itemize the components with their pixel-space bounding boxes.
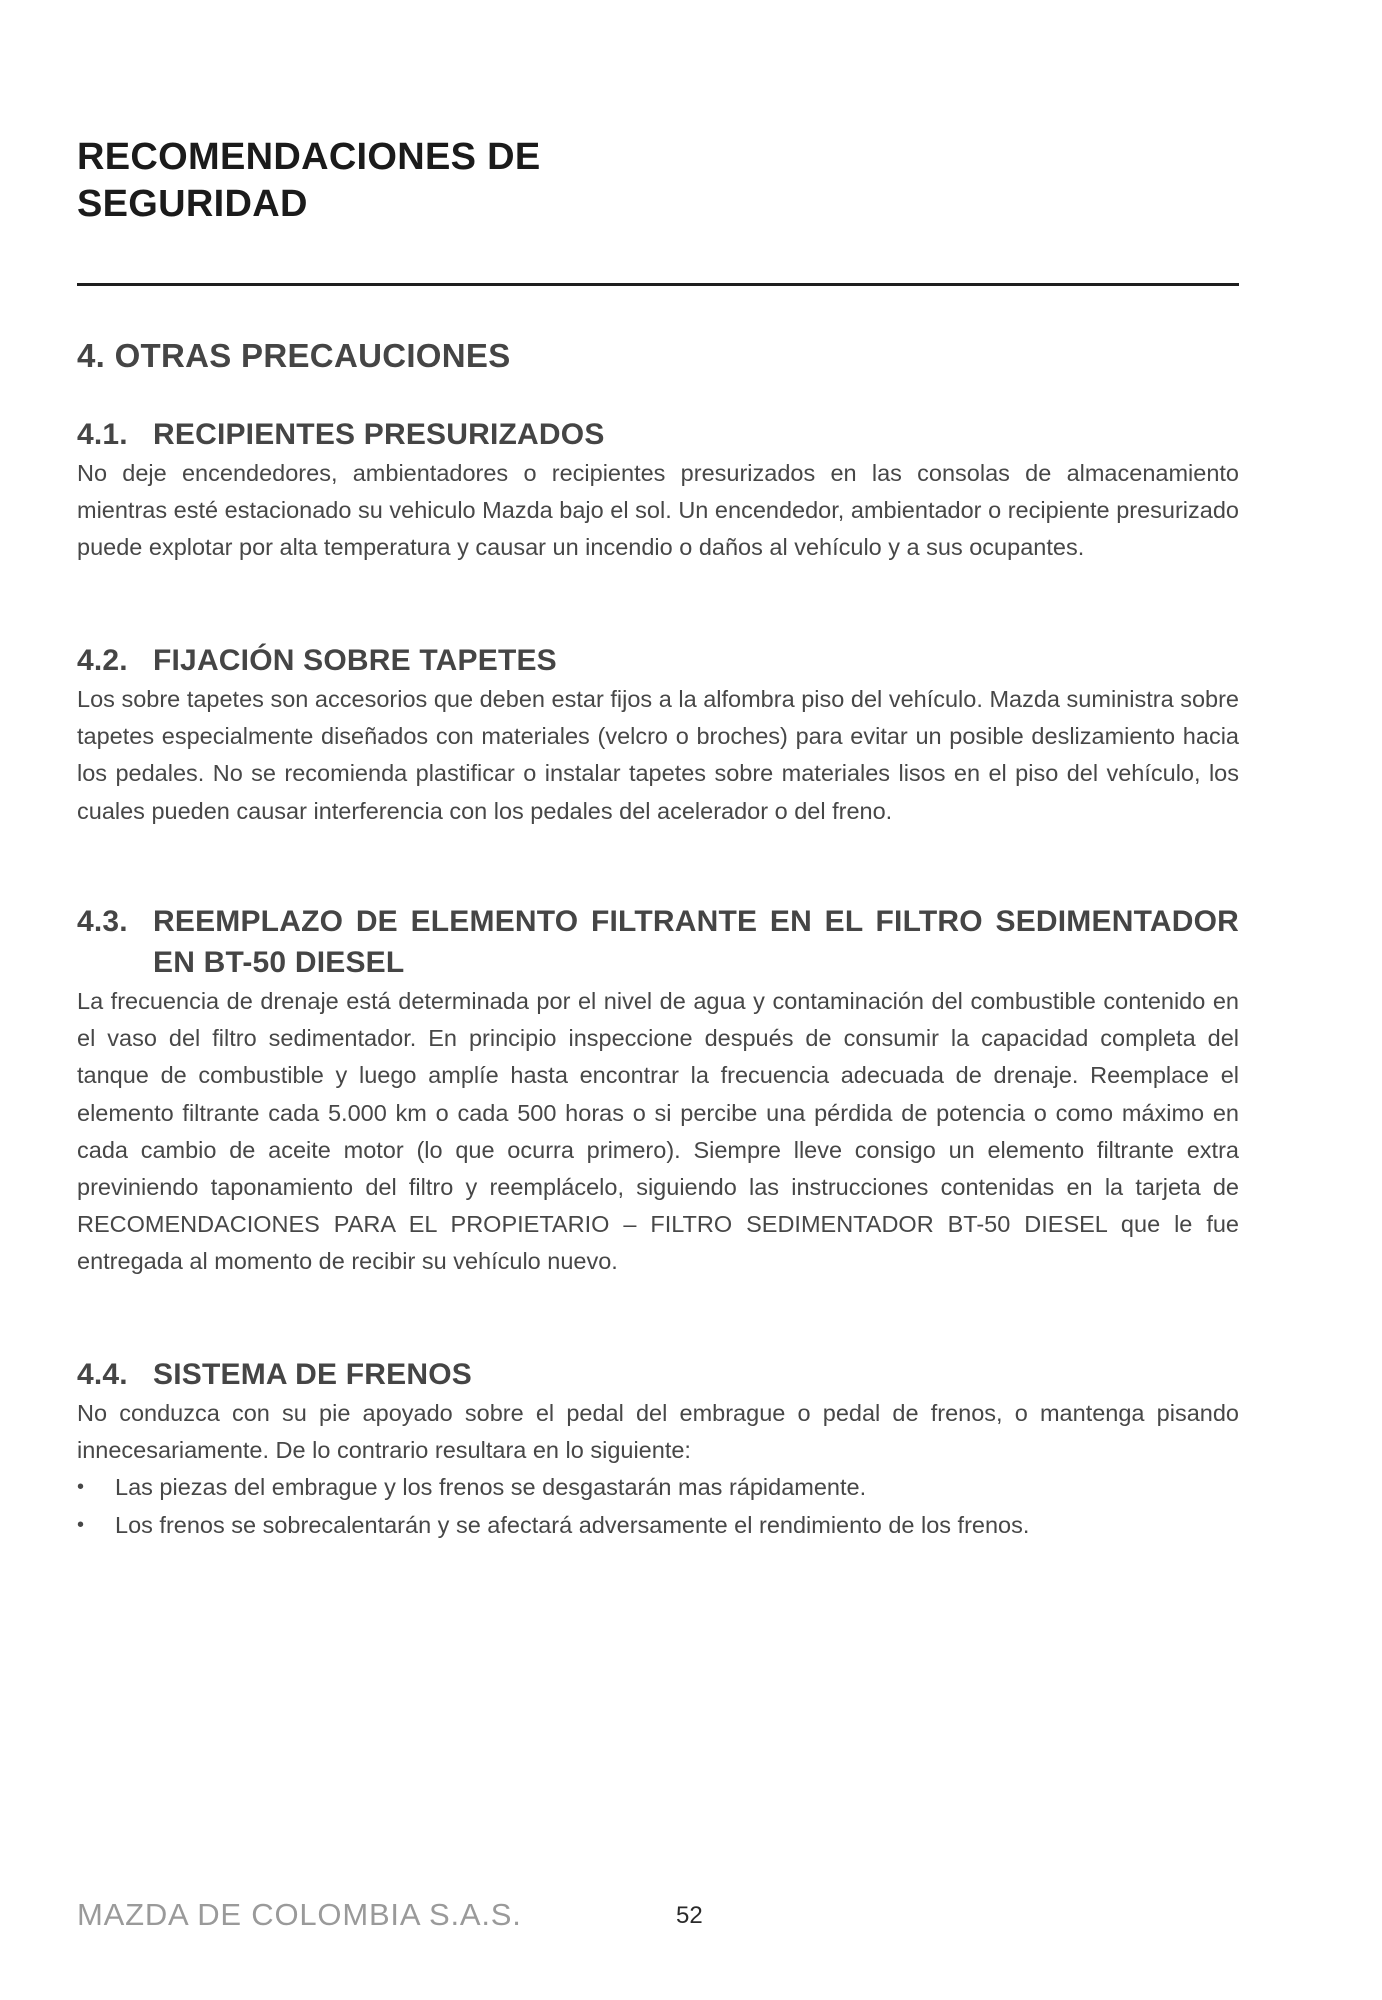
footer-company-name: MAZDA DE COLOMBIA S.A.S. — [77, 1897, 522, 1932]
bullet-list — [77, 1469, 1239, 1543]
list-item — [77, 1507, 1239, 1544]
subsection-heading — [77, 901, 1239, 983]
header-divider — [77, 283, 1239, 286]
subsection-frenos — [77, 1354, 1239, 1544]
header-title-line-1: RECOMENDACIONES DE — [77, 136, 541, 178]
subsection-number: 4.1. — [77, 418, 128, 451]
bullet-icon: • — [77, 1513, 85, 1536]
subsection-body: Los sobre tapetes son accesorios que deben estar fijos a la alfombra piso del vehículo. Mazda suministra sobre tapetes especialmente diseñados con materiales (velcro o broches) para evitar un posible deslizamiento hacia los pedales. No se recomienda plastificar o instalar tapetes sobre materiales lisos en el piso del vehículo, los cuales pueden causar interferencia con los pedales del acelerador o del freno. — [77, 686, 1239, 824]
list-item — [77, 1469, 1239, 1506]
subsection-number: 4.3. — [77, 905, 128, 938]
subsection-body: No conduzca con su pie apoyado sobre el pedal del embrague o pedal de frenos, o mantenga pisando innecesariamente. De lo contrario resultara en lo siguiente: — [77, 1400, 1239, 1464]
subsection-recipientes — [77, 414, 1239, 567]
subsection-body: No deje encendedores, ambientadores o recipientes presurizados en las consolas de almacenamiento mientras esté estacionado su vehiculo Mazda bajo el sol. Un encendedor, ambientador o recipiente presurizado puede explotar por alta temperatura y causar un incendio o daños al vehículo y a sus ocupantes. — [77, 460, 1239, 561]
section-title: 4. OTRAS PRECAUCIONES — [77, 337, 511, 374]
bullet-icon: • — [77, 1476, 85, 1499]
subsection-heading — [77, 640, 1239, 681]
subsection-title: SISTEMA DE FRENOS — [153, 1358, 472, 1391]
list-item-text: Los frenos se sobrecalentarán y se afectará adversamente el rendimiento de los frenos. — [115, 1511, 1030, 1538]
subsection-title: RECIPIENTES PRESURIZADOS — [153, 418, 605, 451]
subsection-filtro-sedimentador — [77, 901, 1239, 1281]
subsection-number: 4.2. — [77, 644, 128, 677]
subsection-body: La frecuencia de drenaje está determinada por el nivel de agua y contaminación del combustible contenido en el vaso del filtro sedimentador. En principio inspeccione después de consumir la capacidad completa del tanque de combustible y luego amplíe hasta encontrar la frecuencia adecuada de drenaje. Reemplace el elemento filtrante cada 5.000 km o cada 500 horas o si percibe una pérdida de potencia o como máximo en cada cambio de aceite motor (lo que ocurra primero). Siempre lleve consigo un elemento filtrante extra previniendo taponamiento del filtro y reemplácelo, siguiendo las instrucciones contenidas en la tarjeta de RECOMENDACIONES PARA EL PROPIETARIO – FILTRO SEDIMENTADOR BT-50 DIESEL que le fue entregada al momento de recibir su vehículo nuevo. — [77, 988, 1239, 1275]
header-title-line-2: SEGURIDAD — [77, 183, 308, 225]
subsection-title: FIJACIÓN SOBRE TAPETES — [153, 644, 557, 677]
subsection-heading — [77, 414, 1239, 455]
document-page — [77, 0, 1239, 2000]
subsection-title: REEMPLAZO DE ELEMENTO FILTRANTE EN EL FILTRO SEDIMENTADOR EN BT-50 DIESEL — [153, 905, 1239, 979]
subsection-tapetes — [77, 640, 1239, 830]
subsection-number: 4.4. — [77, 1358, 128, 1391]
page-number: 52 — [676, 1902, 703, 1929]
page-header-title — [77, 134, 777, 228]
list-item-text: Las piezas del embrague y los frenos se desgastarán mas rápidamente. — [115, 1474, 867, 1501]
subsection-heading — [77, 1354, 1239, 1395]
